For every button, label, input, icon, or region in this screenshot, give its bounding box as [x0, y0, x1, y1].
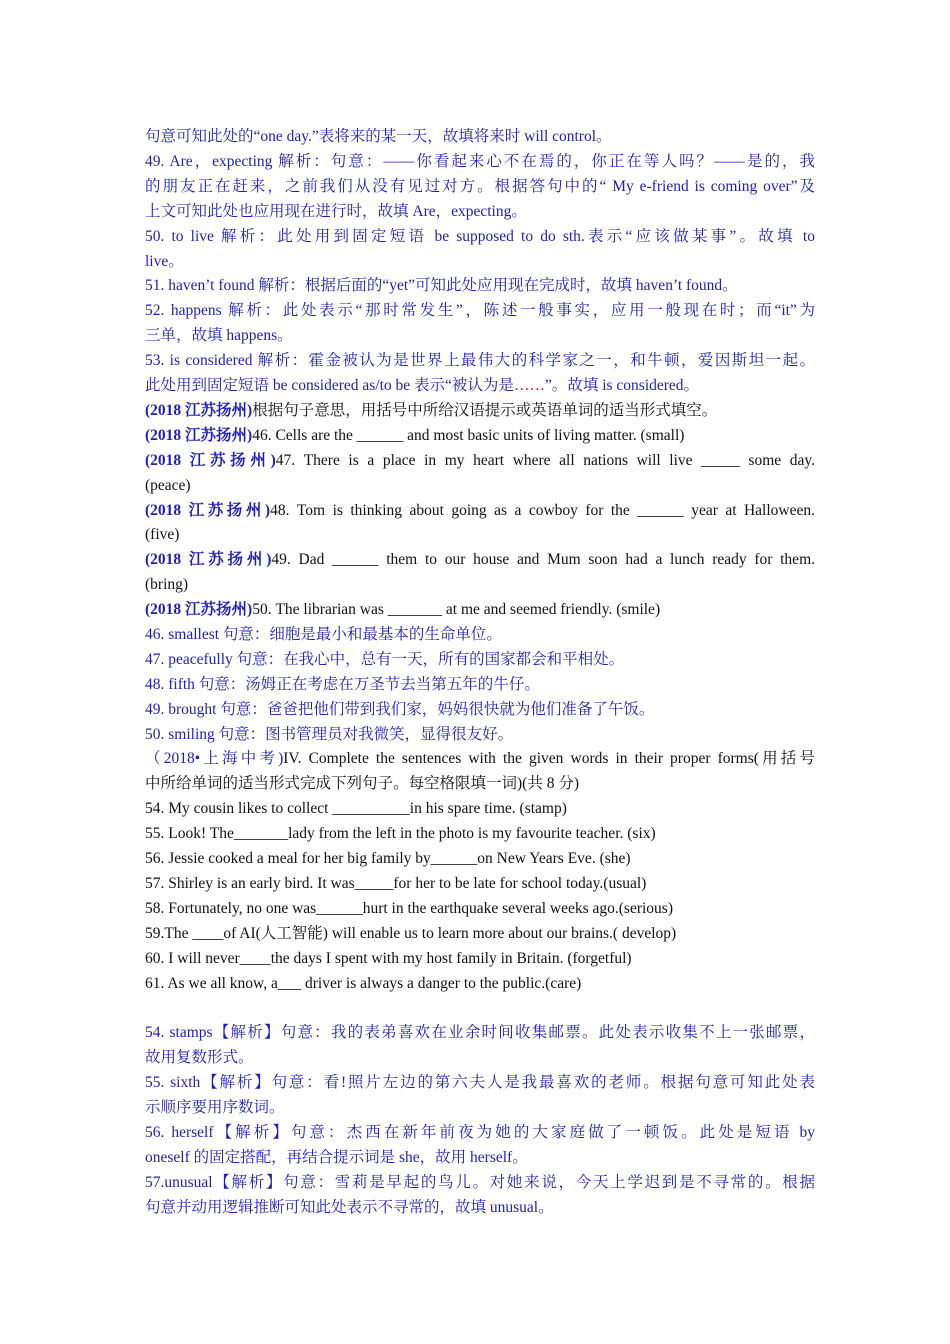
question-text: 50. The librarian was _______ at me and seemed friendly. (smile) — [252, 601, 661, 618]
answer-49-line-1: 49. Are，expecting 解析：句意：——你看起来心不在焉的，你正在等人吗？——是的，我 — [145, 153, 815, 170]
question-47-line-2: (peace) — [145, 477, 191, 494]
source-tag: (2018 江苏扬州) — [145, 502, 271, 519]
answer-53-line-1: 53. is considered 解析：霍金被认为是世界上最伟大的科学家之一，和牛顿，爱因斯坦一起。 — [145, 352, 815, 369]
question-54: 54. My cousin likes to collect __________in his spare time. (stamp) — [145, 800, 567, 817]
answer-55-line-2: 示顺序要用序数词。 — [145, 1099, 285, 1116]
question-59: 59.The ____of AI(人工智能) will enable us to learn more about our brains.( develop) — [145, 925, 677, 942]
question-text: 48. Tom is thinking about going as a cowboy for the ______ year at Halloween. — [270, 502, 815, 519]
question-47-line-1 — [145, 448, 815, 473]
question-50 — [145, 597, 815, 622]
question-text: 46. Cells are the ______ and most basic units of living matter. (small) — [252, 427, 685, 444]
ellipsis-mark: …… — [513, 377, 545, 394]
answer-53-line-2 — [145, 373, 815, 398]
question-57: 57. Shirley is an early bird. It was_____for her to be late for school today.(usual) — [145, 875, 647, 892]
answer-56-line-1: 56. herself【解析】句意：杰西在新年前夜为她的大家庭做了一顿饭。此处是短语 by — [145, 1124, 815, 1141]
answer-48-tail: 句意可知此处的“one day.”表将来的某一天，故填将来时 will control。 — [145, 128, 612, 145]
answer-57-line-1: 57.unusual【解析】句意：雪莉是早起的鸟儿。对她来说，今天上学迟到是不寻常的。根据 — [145, 1174, 815, 1191]
question-text: 49. Dad ______ them to our house and Mum soon had a lunch ready for them. — [271, 551, 815, 568]
answer-48: 48. fifth 句意：汤姆正在考虑在万圣节去当第五年的牛仔。 — [145, 676, 540, 693]
answer-49-line-3: 上文可知此处也应用现在进行时，故填 Are，expecting。 — [145, 203, 527, 220]
source-tag: (2018 江苏扬州) — [145, 551, 272, 568]
answer-54-line-2: 故用复数形式。 — [145, 1049, 254, 1066]
answer-52-line-1: 52. happens 解析：此处表示“那时常发生”，陈述一般事实，应用一般现在时；而“it”为 — [145, 302, 815, 319]
instruction-text: IV. Complete the sentences with the given words in their proper forms(用括号 — [283, 750, 815, 767]
source-tag: (2018 江苏扬州) — [145, 601, 253, 618]
question-55: 55. Look! The_______lady from the left in the photo is my favourite teacher. (six) — [145, 825, 656, 842]
answer-54-line-1: 54. stamps【解析】句意：我的表弟喜欢在业余时间收集邮票。此处表示收集不上一张邮票， — [145, 1024, 815, 1041]
answer-57-line-2: 句意并动用逻辑推断可知此处表示不寻常的，故填 unusual。 — [145, 1199, 554, 1216]
answer-53-text-b: ”。故填 is considered。 — [544, 377, 700, 394]
answer-49: 49. brought 句意：爸爸把他们带到我们家，妈妈很快就为他们准备了午饭。 — [145, 701, 655, 718]
question-48-line-1 — [145, 498, 815, 523]
answer-47: 47. peacefully 句意：在我心中，总有一天，所有的国家都会和平相处。 — [145, 651, 625, 668]
answer-50-line-2: live。 — [145, 253, 184, 270]
answer-52-line-2: 三单，故填 happens。 — [145, 327, 293, 344]
shanghai-instructions-line-1 — [145, 746, 815, 771]
answer-55-line-1: 55. sixth【解析】句意：看!照片左边的第六夫人是我最喜欢的老师。根据句意可知此处表 — [145, 1074, 815, 1091]
question-49-line-2: (bring) — [145, 576, 189, 593]
question-56: 56. Jessie cooked a meal for her big family by______on New Years Eve. (she) — [145, 850, 631, 867]
question-61: 61. As we all know, a___ driver is always a danger to the public.(care) — [145, 975, 582, 992]
answer-46: 46. smallest 句意：细胞是最小和最基本的生命单位。 — [145, 626, 502, 643]
question-60: 60. I will never____the days I spent with my host family in Britain. (forgetful) — [145, 950, 632, 967]
question-58: 58. Fortunately, no one was______hurt in the earthquake several weeks ago.(serious) — [145, 900, 673, 917]
source-tag: (2018 江苏扬州) — [145, 452, 276, 469]
question-text: 47. There is a place in my heart where all nations will live _____ some day. — [275, 452, 815, 469]
answer-51: 51. haven’t found 解析：根据后面的“yet”可知此处应用现在完成时，故填 haven’t found。 — [145, 277, 738, 294]
source-tag: (2018 江苏扬州) — [145, 402, 253, 419]
answer-50: 50. smiling 句意：图书管理员对我微笑，显得很友好。 — [145, 726, 514, 743]
question-49-line-1 — [145, 547, 815, 572]
source-tag: (2018 江苏扬州) — [145, 427, 253, 444]
question-46 — [145, 423, 815, 448]
shanghai-instructions-line-2: 中所给单词的适当形式完成下列句子。每空格限填一词)(共 8 分) — [145, 775, 579, 792]
answer-49-line-2: 的朋友正在赶来，之前我们从没有见过对方。根据答句中的“ My e-friend is coming over”及 — [145, 178, 815, 195]
instruction-text: 根据句子意思，用括号中所给汉语提示或英语单词的适当形式填空。 — [252, 402, 718, 419]
source-tag: （2018•上海中考) — [145, 750, 284, 767]
answer-56-line-2: oneself 的固定搭配，再结合提示词是 she，故用 herself。 — [145, 1149, 528, 1166]
yangzhou-instructions — [145, 398, 815, 423]
question-48-line-2: (five) — [145, 526, 180, 543]
answer-50-line-1: 50. to live 解析：此处用到固定短语 be supposed to do sth.表示“应该做某事”。故填 to — [145, 228, 815, 245]
answer-53-text-a: 此处用到固定短语 be considered as/to be 表示“被认为是 — [145, 377, 514, 394]
